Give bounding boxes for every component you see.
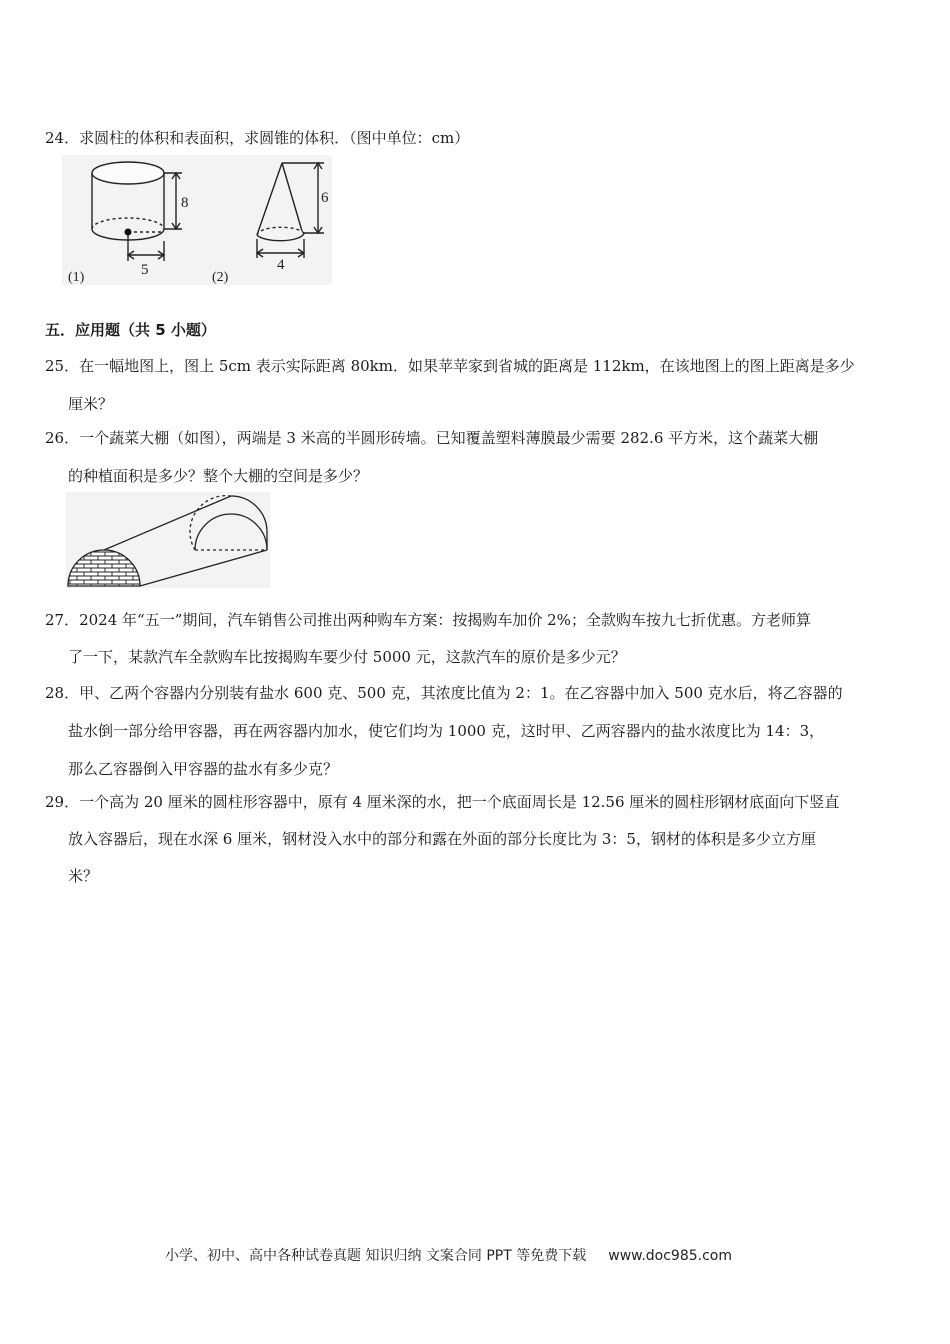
cylinder-radius-label: 5: [141, 262, 149, 278]
q24-line: [45, 128, 469, 148]
q24-number: 24．: [45, 129, 80, 147]
q28-line3: 那么乙容器倒入甲容器的盐水有多少克？: [68, 760, 339, 778]
cylinder-caption: (1): [68, 270, 85, 285]
footer-text: 小学、初中、高中各种试卷真题 知识归纳 文案合同 PPT 等免费下载: [165, 1248, 587, 1264]
q29-number: 29．: [45, 793, 80, 811]
q26-line2: 的种植面积是多少？整个大棚的空间是多少？: [68, 467, 369, 485]
q29-line2: 放入容器后，现在水深 6 厘米，钢材没入水中的部分和露在外面的部分长度比为 3：5，钢材的体积是多少立方厘: [68, 830, 816, 848]
q25-line2: 厘米？: [68, 395, 114, 413]
cylinder-height-label: 8: [181, 195, 189, 211]
cone-diameter-label: 4: [277, 257, 285, 273]
q29-line1: [45, 792, 839, 812]
q28-line1: [45, 683, 843, 703]
q27-number: 27．: [45, 611, 80, 629]
footer-url[interactable]: www.doc985.com: [608, 1248, 732, 1264]
q25-number: 25．: [45, 357, 80, 375]
q25-text-1: 在一幅地图上，图上 5cm 表示实际距离 80km．如果苹苹家到省城的距离是 112km，在该地图上的图上距离是多少: [79, 357, 855, 375]
q26-number: 26．: [45, 429, 80, 447]
q29-line3: 米？: [68, 867, 99, 885]
q28-line2: 盐水倒一部分给甲容器，再在两容器内加水，使它们均为 1000 克，这时甲、乙两容器内的盐水浓度比为 14：3，: [68, 722, 825, 740]
q24-text: 求圆柱的体积和表面积，求圆锥的体积．（图中单位：cm）: [79, 129, 470, 147]
q28-text-1: 甲、乙两个容器内分别装有盐水 600 克、500 克，其浓度比值为 2：1。在乙容器中加入 500 克水后，将乙容器的: [79, 684, 843, 702]
page-footer: [165, 1245, 732, 1265]
q29-text-1: 一个高为 20 厘米的圆柱形容器中，原有 4 厘米深的水，把一个底面周长是 12.56 厘米的圆柱形钢材底面向下竖直: [79, 793, 840, 811]
q28-number: 28．: [45, 684, 80, 702]
q27-line2: 了一下，某款汽车全款购车比按揭购车要少付 5000 元，这款汽车的原价是多少元？: [68, 648, 626, 666]
q25-line1: [45, 356, 855, 376]
q24-figure: [62, 155, 332, 285]
section-title: 五．应用题（共 5 小题）: [45, 321, 216, 339]
q27-text-1: 2024 年“五一”期间，汽车销售公司推出两种购车方案：按揭购车加价 2%；全款购车按九七折优惠。方老师算: [79, 611, 811, 629]
q26-text-1: 一个蔬菜大棚（如图），两端是 3 米高的半圆形砖墙。已知覆盖塑料薄膜最少需要 282.6 平方米，这个蔬菜大棚: [79, 429, 819, 447]
cone-height-label: 6: [321, 190, 329, 206]
q27-line1: [45, 610, 811, 630]
q26-line1: [45, 428, 818, 448]
greenhouse-figure: [66, 492, 270, 588]
cone-caption: (2): [212, 270, 229, 285]
